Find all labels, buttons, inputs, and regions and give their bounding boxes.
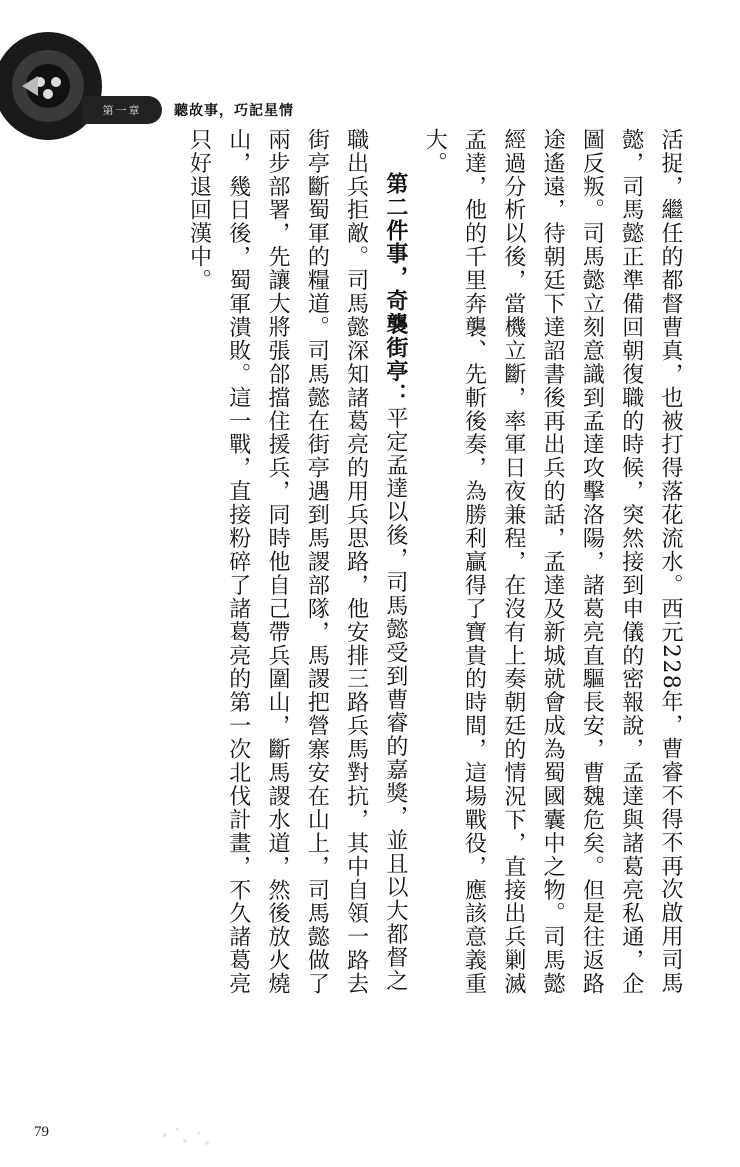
page-header <box>0 30 740 140</box>
paragraph-text: 活捉，繼任的都督曹真，也被打得落花流水。西元228年，曹睿不得不再次啟用司馬懿，司馬懿正準備回朝復職的時候，突然接到申儀的密報說，孟達與諸葛亮私通，企圖反叛。司馬懿立刻意識到孟達攻擊洛陽，諸葛亮直驅長安，曹魏危矣。但是往返路途遙遠，待朝廷下達詔書後再出兵的話，孟達及新城就會成為蜀國囊中之物。司馬懿經過分析以後，當機立斷，率軍日夜兼程，在沒有上奏朝廷的情況下，直接出兵剿滅孟達，他的千里奔襲、先斬後奏，為勝利贏得了寶貴的時間，這場戰役，應該意義重大。 <box>422 128 683 996</box>
body-text <box>150 128 690 1008</box>
section-heading: 第二件事，奇襲街亭： <box>382 172 408 407</box>
page-number: 79 <box>34 1124 49 1140</box>
paragraph-text: 平定孟達以後，司馬懿受到曹睿的嘉獎，並且以大都督之職出兵拒敵。司馬懿深知諸葛亮的用兵思路，他安排三路兵馬對抗，其中自領一路去街亭斷蜀軍的糧道。司馬懿在街亭遇到馬謖部隊，馬謖把營寨安在山上，司馬懿做了兩步部署，先讓大將張郃擋住援兵，同時他自己帶兵圍山，斷馬謖水道，然後放火燒山，幾日後，蜀軍潰敗。這一戰，直接粉碎了諸葛亮的第一次北伐計畫，不久諸葛亮只好退回漢中。 <box>186 128 408 996</box>
scan-smudge-icon <box>155 1115 215 1153</box>
paragraph-street-pavilion <box>179 128 415 1008</box>
chapter-tab <box>82 96 162 124</box>
chapter-emblem-icon <box>0 30 104 142</box>
paragraph-continuation <box>415 128 690 1008</box>
chapter-label: 第一章 <box>102 104 142 117</box>
running-title: 聽故事，巧記星情 <box>174 103 294 119</box>
